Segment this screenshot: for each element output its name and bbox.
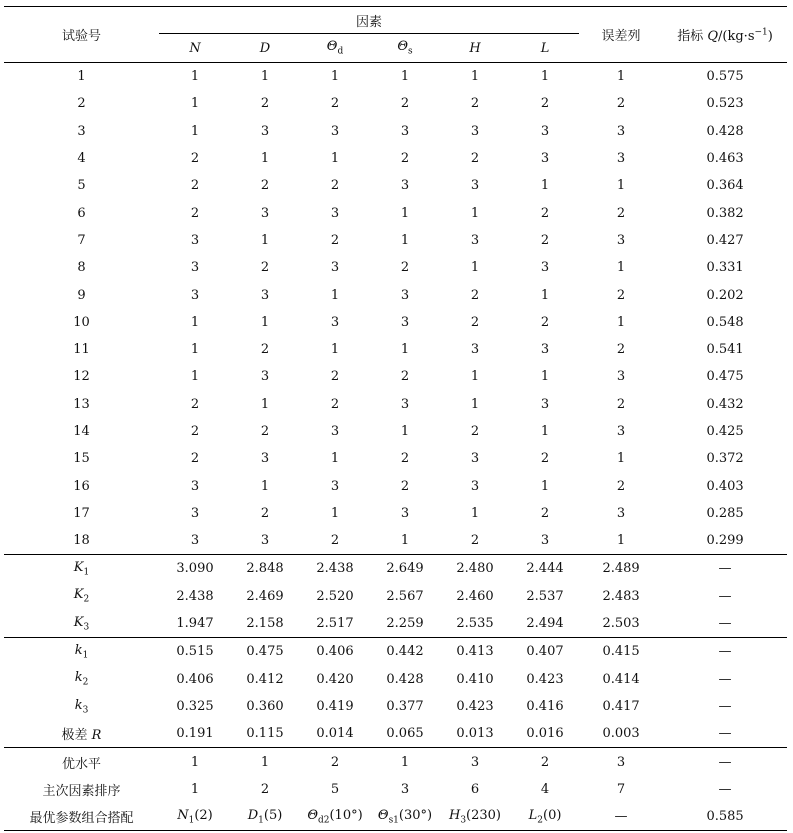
table-cell: 0.372 [706,451,744,467]
table-cell: 2 [190,151,200,167]
table-cell: 2.444 [511,555,579,583]
table-cell: 2 [540,232,550,248]
table-cell: 0.360 [246,698,284,714]
table-cell: 1 [470,260,480,276]
table-cell: 1 [511,63,579,91]
table-cell: 3 [616,369,626,385]
best-combo-cell: $D_1(5)$ [231,803,299,831]
table-cell: 0.003 [602,726,640,742]
table-cell: 1 [159,63,231,91]
trial-row [4,336,787,363]
table-cell: 3 [190,260,200,276]
optimal-level-row [4,748,787,776]
table-cell: 2.158 [246,616,284,632]
table-cell: 2.649 [371,555,439,583]
table-cell: 3 [260,123,270,139]
table-cell: 3 [190,287,200,303]
table-cell: 3 [470,478,480,494]
table-cell: 3 [470,123,480,139]
table-cell: 2.259 [386,616,424,632]
table-cell: 3 [260,533,270,549]
k-mean-row [4,693,787,720]
table-cell: 1 [400,342,410,358]
table-cell: 0.427 [706,232,744,248]
table-cell: 2 [400,478,410,494]
row-label: 极差 R [61,728,102,744]
trial-number-cell: 13 [73,396,90,412]
trial-number-cell: 16 [73,478,90,494]
trial-row [4,445,787,472]
table-cell: 1 [616,314,626,330]
table-cell: — [718,698,732,714]
table-cell: 3 [616,232,626,248]
table-cell: — [718,726,732,742]
row-label: 最优参数组合搭配 [4,803,159,831]
table-cell: 2 [260,342,270,358]
table-cell: 2 [190,178,200,194]
trial-number-cell: 14 [73,424,90,439]
table-cell: 2 [470,287,480,303]
table-cell: 0.575 [663,63,787,91]
table-cell: 1 [231,63,299,91]
table-cell: 3 [400,396,410,412]
table-cell: 2 [400,451,410,467]
range-row [4,720,787,748]
trial-row [4,199,787,226]
table-cell: 2 [616,396,626,412]
table-cell: 2 [400,260,410,276]
table-cell: — [718,781,732,797]
table-cell: 0.014 [316,726,354,742]
table-cell: 1 [159,748,231,776]
row-label: $k_1$ [4,638,159,666]
row-label: $K_1$ [4,555,159,583]
table-cell: 2.520 [316,588,354,604]
table-cell: 2 [616,96,626,112]
table-cell: — [663,638,787,666]
table-cell: 0.410 [456,671,494,687]
trial-row [4,309,787,336]
table-cell: 0.412 [246,671,284,687]
table-cell: 3 [330,260,340,276]
table-cell: 0.016 [526,726,564,742]
trial-row [4,254,787,281]
table-cell: 3 [190,505,200,521]
table-cell: 0.417 [602,698,640,714]
trial-number-cell: 15 [73,451,90,467]
trial-number-cell: 2 [77,96,86,112]
factor-L-header: L [540,40,550,56]
table-cell: 1 [616,451,626,467]
table-cell: 1 [190,781,200,797]
table-cell: 1 [260,232,270,248]
table-cell: 0.420 [316,671,354,687]
table-cell: 2 [260,96,270,112]
table-cell: 0.475 [706,369,744,385]
table-cell: 4 [540,781,550,797]
factors-header: 因素 [159,7,579,34]
table-cell: 3 [579,748,663,776]
trial-row [4,90,787,117]
table-cell: 0.407 [511,638,579,666]
table-cell: 2 [400,151,410,167]
table-cell: 3 [470,342,480,358]
table-cell: 2.535 [456,616,494,632]
trial-number-cell: 5 [77,178,86,194]
table-cell: 1 [540,478,550,494]
best-combo-value: 0.585 [663,803,787,831]
table-cell: 2 [260,260,270,276]
row-label: $k_3$ [74,697,89,716]
table-cell: 3 [330,478,340,494]
table-cell: 0.331 [706,260,744,276]
table-cell: 3 [260,287,270,303]
table-cell: 3 [190,533,200,549]
table-cell: 1 [371,63,439,91]
table-cell: 1 [470,205,480,221]
table-cell: 0.403 [706,478,744,494]
table-cell: 2 [540,205,550,221]
index-header: 指标 $Q/(kg\cdot s^{-1})$ [663,7,787,63]
table-cell: 2 [616,478,626,494]
trial-row [4,118,787,145]
table-cell: 3 [330,123,340,139]
row-label: $K_2$ [73,587,90,606]
table-cell: 1 [616,178,626,194]
table-cell: 2 [616,342,626,358]
table-cell: 0.425 [706,424,744,439]
table-cell: 0.406 [299,638,371,666]
table-cell: 3 [540,151,550,167]
table-cell: 3 [616,151,626,167]
table-cell: 2 [260,505,270,521]
table-cell: 1 [540,369,550,385]
table-cell: 0.115 [246,726,284,742]
trial-row [4,363,787,390]
factor-theta-d-header: $\Theta_d$ [326,39,344,57]
table-cell: 2 [470,314,480,330]
table-cell: 2 [330,232,340,248]
table-cell: 1 [470,369,480,385]
trial-row [4,418,787,445]
table-cell: 1 [616,533,626,549]
table-cell: 2 [470,96,480,112]
table-cell: 3 [540,123,550,139]
table-cell: 0.377 [386,698,424,714]
table-cell: 3 [470,451,480,467]
trial-number-cell: 3 [77,123,86,139]
table-cell: 0.463 [706,151,744,167]
table-cell: 2 [190,205,200,221]
table-cell: 1 [470,396,480,412]
table-cell: 1 [190,369,200,385]
best-combo-cell: $\Theta_{d2}(10^\circ)$ [299,803,371,831]
table-cell: 0.428 [386,671,424,687]
trial-number-cell: 6 [77,205,86,221]
table-cell: 1 [400,205,410,221]
table-cell: 1 [260,314,270,330]
factor-N-header: N [189,40,201,56]
table-cell: 2 [260,424,270,439]
trial-number-header: 试验号 [4,7,159,63]
table-cell: 2.469 [246,588,284,604]
table-cell: 0.202 [706,287,744,303]
table-cell: 2 [330,96,340,112]
trial-number-cell: 1 [4,63,159,91]
table-cell: 2.567 [386,588,424,604]
table-cell: 0.191 [176,726,214,742]
table-cell: 2.480 [439,555,511,583]
trial-row [4,145,787,172]
table-cell: 0.413 [439,638,511,666]
table-cell: 1 [540,178,550,194]
table-cell: 1 [439,63,511,91]
table-cell: 3 [540,260,550,276]
table-cell: 1 [260,151,270,167]
table-cell: 3 [540,396,550,412]
table-cell: 2 [470,533,480,549]
table-cell: 3 [439,748,511,776]
table-cell: 1 [190,123,200,139]
table-cell: 1 [260,396,270,412]
table-cell: 1 [616,260,626,276]
table-cell: 2 [190,451,200,467]
table-cell: 1 [231,748,299,776]
table-cell: 1 [540,424,550,439]
best-combination-row [4,803,787,831]
table-cell: 0.423 [526,671,564,687]
row-label: 主次因素排序 [42,783,121,799]
table-cell: 3 [616,505,626,521]
table-cell: 3 [190,478,200,494]
k-mean-row [4,638,787,666]
table-cell: 3 [616,424,626,439]
row-label: 优水平 [4,748,159,776]
best-combo-cell: $L_2(0)$ [511,803,579,831]
best-combo-cell: $N_1(2)$ [159,803,231,831]
table-cell: 2 [616,205,626,221]
table-cell: 1 [330,287,340,303]
factor-theta-s-header: $\Theta_s$ [397,39,413,57]
table-cell: 1 [330,342,340,358]
table-cell: 0.299 [706,533,744,549]
table-cell: 2.489 [579,555,663,583]
table-cell: 0.541 [706,342,744,358]
table-cell: 2.438 [176,588,214,604]
table-cell: 3 [400,123,410,139]
table-cell: 2 [299,748,371,776]
table-cell: 1 [400,232,410,248]
table-cell: 0.428 [706,123,744,139]
table-cell: 1 [190,342,200,358]
table-cell: 2 [330,178,340,194]
table-cell: 2 [540,451,550,467]
table-cell: — [663,748,787,776]
orthogonal-test-table [4,6,787,831]
K-sum-row [4,583,787,610]
table-cell: 2.848 [231,555,299,583]
table-cell: 1 [330,451,340,467]
table-cell: 0.382 [706,205,744,221]
trial-number-cell: 18 [73,533,90,549]
table-cell: 3 [400,314,410,330]
table-cell: 2 [540,505,550,521]
trial-number-cell: 12 [73,369,90,385]
table-cell: 0.548 [706,314,744,330]
table-cell: 1 [371,748,439,776]
table-cell: — [718,588,732,604]
table-cell: 2 [400,369,410,385]
table-cell: 0.423 [456,698,494,714]
trial-number-cell: 7 [77,232,86,248]
trial-number-cell: 17 [73,505,90,521]
table-cell: 2 [260,178,270,194]
K-sum-row [4,555,787,583]
table-cell: 0.406 [176,671,214,687]
table-cell: 3 [260,205,270,221]
table-cell: 0.285 [706,505,744,521]
table-cell: — [718,671,732,687]
table-cell: 3 [330,205,340,221]
table-cell: 2.483 [602,588,640,604]
table-cell: 2 [190,424,200,439]
table-cell: 0.415 [579,638,663,666]
trial-row [4,391,787,418]
table-cell: 3 [260,451,270,467]
trial-row [4,527,787,555]
factor-D-header: D [259,40,271,56]
table-cell: 0.325 [176,698,214,714]
table-cell: 3 [616,123,626,139]
table-cell: 0.475 [231,638,299,666]
table-cell: 3.090 [159,555,231,583]
table-cell: 0.432 [706,396,744,412]
table-cell: 2 [540,314,550,330]
table-cell: 3 [470,178,480,194]
table-cell: — [718,616,732,632]
table-cell: 6 [470,781,480,797]
table-cell: 2 [511,748,579,776]
table-cell: 1 [400,533,410,549]
table-cell: 1 [330,505,340,521]
table-cell: 3 [190,232,200,248]
trial-row [4,500,787,527]
row-label: $k_2$ [74,670,89,688]
table-cell: 1 [540,287,550,303]
table-cell: 0.414 [602,671,640,687]
table-cell: 2.503 [602,616,640,632]
table-cell: 0.419 [316,698,354,714]
table-cell: 1 [579,63,663,91]
table-cell: 0.364 [706,178,744,194]
factor-order-row [4,776,787,803]
table-cell: 2 [260,781,270,797]
table-cell: 2 [470,151,480,167]
trial-number-cell: 11 [73,342,90,358]
table-cell: 2 [400,96,410,112]
table-cell: 1 [299,63,371,91]
table-cell: 3 [400,781,410,797]
table-cell: 2 [190,396,200,412]
table-cell: 3 [330,424,340,439]
trial-number-cell: 9 [77,287,86,303]
table-cell: 1 [400,424,410,439]
row-label: $K_3$ [73,614,90,633]
table-cell: 3 [540,342,550,358]
k-mean-row [4,666,787,693]
trial-row [4,227,787,254]
table-cell: 0.065 [386,726,424,742]
error-column-header: 误差列 [579,7,663,63]
best-combo-cell: $H_3(230)$ [439,803,511,831]
table-cell: 3 [260,369,270,385]
table-cell: 0.442 [371,638,439,666]
table-cell: 1 [260,478,270,494]
table-cell: 2.460 [456,588,494,604]
table-cell: 1.947 [176,616,214,632]
table-cell: 5 [330,781,340,797]
table-cell: 1 [330,151,340,167]
trial-number-cell: 4 [77,151,86,167]
table-cell: 2 [330,533,340,549]
trial-row [4,281,787,308]
table-cell: 2.537 [526,588,564,604]
table-cell: 2.517 [316,616,354,632]
table-cell: 2 [616,287,626,303]
table-cell: 1 [190,314,200,330]
table-cell: 0.515 [159,638,231,666]
trial-row [4,172,787,199]
table-cell: 3 [400,178,410,194]
table-cell: 3 [470,232,480,248]
table-cell: 2 [470,424,480,439]
table-cell: 2 [330,369,340,385]
table-cell: 3 [330,314,340,330]
table-cell: 2.494 [526,616,564,632]
table-cell: 0.013 [456,726,494,742]
table-cell: 2 [330,396,340,412]
table-cell: 1 [470,505,480,521]
table-cell: 0.416 [526,698,564,714]
table-cell: 1 [190,96,200,112]
table-cell: 3 [540,533,550,549]
best-combo-cell: $\Theta_{s1}(30^\circ)$ [371,803,439,831]
table-cell: 3 [400,505,410,521]
table-cell: — [663,555,787,583]
trial-row [4,472,787,499]
table-cell: 0.523 [706,96,744,112]
table-cell: 7 [616,781,626,797]
table-cell: 2 [540,96,550,112]
factor-H-header: H [469,40,481,56]
trial-number-cell: 8 [77,260,86,276]
table-cell: 2.438 [299,555,371,583]
table-cell: — [579,803,663,831]
trial-number-cell: 10 [73,314,90,330]
table-cell: 3 [400,287,410,303]
K-sum-row [4,610,787,638]
trial-row [4,63,787,91]
